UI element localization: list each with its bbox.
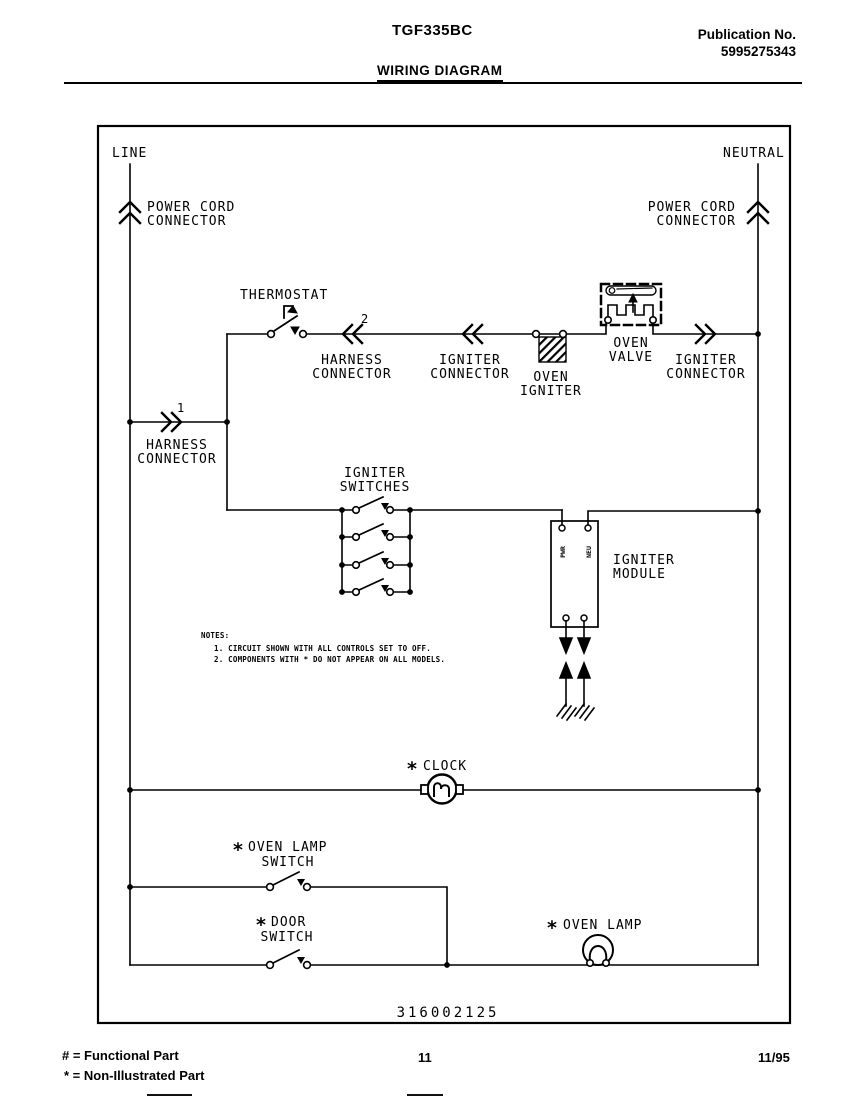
legend-non-illustrated-part: * = Non-Illustrated Part xyxy=(64,1068,205,1083)
harness-connector-2-number: 2 xyxy=(361,312,369,326)
revision-date: 11/95 xyxy=(758,1050,790,1065)
igniter-switches-label-1: IGNITER xyxy=(344,466,406,481)
oven-valve-symbol xyxy=(601,284,661,325)
harness-connector-1-number: 1 xyxy=(177,401,185,415)
publication-label: Publication No. xyxy=(697,27,796,42)
note-2: 2. COMPONENTS WITH * DO NOT APPEAR ON ALL MODELS. xyxy=(214,655,446,664)
igniter-module-symbol xyxy=(551,521,598,720)
igniter-switches-label-2: SWITCHES xyxy=(339,480,411,495)
page-number: 11 xyxy=(418,1050,432,1065)
oven-valve-label-1: OVEN xyxy=(613,336,649,351)
page-title: WIRING DIAGRAM xyxy=(377,63,503,82)
thermostat-label: THERMOSTAT xyxy=(240,288,329,303)
igniter-switch-3 xyxy=(353,552,394,568)
door-switch-asterisk: * xyxy=(256,914,266,936)
oven-lamp-switch-label-2: SWITCH xyxy=(261,855,315,870)
igniter-module-label-1: IGNITER xyxy=(613,553,675,568)
scan-artifact-center xyxy=(407,1094,443,1096)
oven-lamp-switch-asterisk: * xyxy=(233,839,243,861)
door-switch-label-1: DOOR xyxy=(271,915,307,930)
oven-lamp-label: OVEN LAMP xyxy=(563,918,643,933)
harness-connector-1-label-1: HARNESS xyxy=(146,438,208,453)
module-pin-pwr: PWR xyxy=(559,546,567,558)
igniter-module-label-2: MODULE xyxy=(613,567,666,582)
thermostat-symbol xyxy=(268,306,307,337)
harness-connector-2-label-1: HARNESS xyxy=(321,353,383,368)
power-cord-connector-right-label-1: POWER CORD xyxy=(647,200,736,215)
diagram-part-number: 316002125 xyxy=(396,1005,500,1021)
oven-igniter-symbol xyxy=(533,331,567,362)
spark-electrode-leads xyxy=(557,621,594,720)
igniter-connector-left-label-1: IGNITER xyxy=(439,353,501,368)
igniter-switch-2 xyxy=(353,524,394,540)
oven-lamp-switch-label-1: OVEN LAMP xyxy=(248,840,328,855)
notes-heading: NOTES: xyxy=(201,631,230,640)
oven-lamp-switch-symbol xyxy=(267,872,311,890)
oven-valve-label-2: VALVE xyxy=(608,350,654,365)
igniter-connector-right-label-2: CONNECTOR xyxy=(666,367,746,382)
igniter-connector-left-label-2: CONNECTOR xyxy=(430,367,510,382)
module-pin-neu: NEU xyxy=(585,546,593,558)
line-label: LINE xyxy=(112,146,148,161)
igniter-switch-4 xyxy=(353,579,394,595)
oven-igniter-label-2: IGNITER xyxy=(520,384,582,399)
power-cord-connector-left-label-1: POWER CORD xyxy=(147,200,236,215)
neutral-label: NEUTRAL xyxy=(723,146,785,161)
harness-connector-2-label-2: CONNECTOR xyxy=(312,367,392,382)
legend-functional-part: # = Functional Part xyxy=(62,1048,179,1063)
oven-lamp-asterisk: * xyxy=(547,917,557,939)
diagram-border xyxy=(98,126,790,1023)
scan-artifact-left xyxy=(147,1094,192,1096)
oven-igniter-label-1: OVEN xyxy=(533,370,569,385)
model-number: TGF335BC xyxy=(392,22,473,39)
oven-lamp-symbol xyxy=(583,935,613,966)
igniter-switch-1 xyxy=(353,497,394,513)
clock-asterisk: * xyxy=(407,758,417,780)
clock-label: CLOCK xyxy=(423,759,468,774)
publication-number: 5995275343 xyxy=(720,44,796,59)
igniter-connector-right-label-1: IGNITER xyxy=(675,353,737,368)
harness-connector-1-label-2: CONNECTOR xyxy=(137,452,217,467)
igniter-switches-symbol xyxy=(353,497,394,595)
power-cord-connector-right-label-2: CONNECTOR xyxy=(656,214,736,229)
door-switch-label-2: SWITCH xyxy=(260,930,314,945)
door-switch-symbol xyxy=(267,950,311,968)
power-cord-connector-left-label-2: CONNECTOR xyxy=(147,214,227,229)
clock-symbol xyxy=(421,775,463,804)
note-1: 1. CIRCUIT SHOWN WITH ALL CONTROLS SET TO OFF. xyxy=(214,644,431,653)
